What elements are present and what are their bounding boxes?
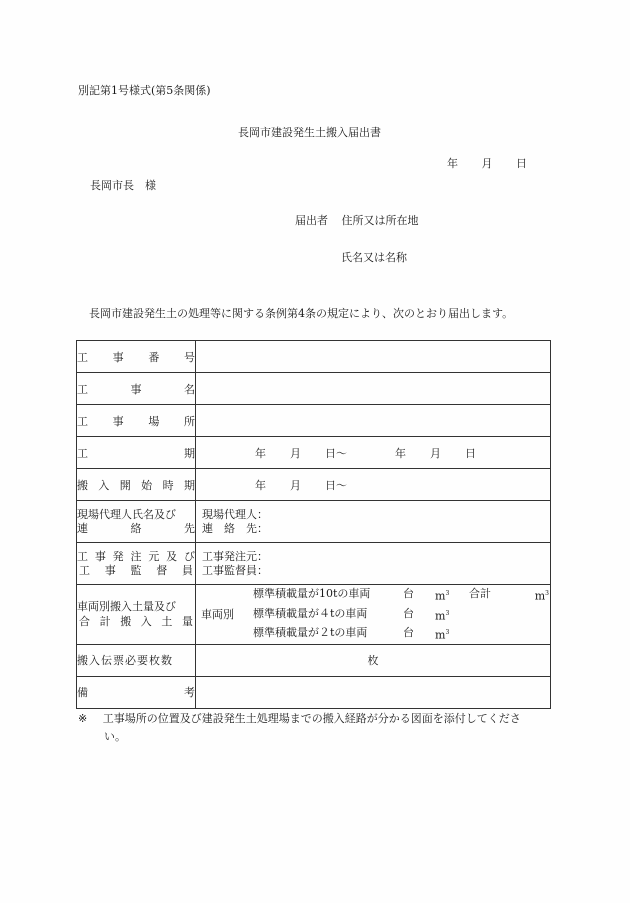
vehicle-label-line1: 車両別搬入土量及び [77,600,176,614]
applicant-line [295,212,419,228]
period-start-day: 日～ [325,446,347,460]
date-year: 年 [447,157,458,170]
label-cell [77,341,196,373]
vehicle-label-line2: 合 計 搬 入 土 量 [79,615,193,629]
date-line [447,155,527,171]
period-end-month: 月 [430,446,441,460]
input-cell-name[interactable] [196,373,551,405]
notification-table [76,340,551,709]
table-row [77,501,551,543]
agent-label-line2: 連 絡 先 [77,521,195,535]
input-cell-start[interactable] [196,469,551,501]
period-end-year: 年 [395,446,406,460]
label-cell [77,585,196,645]
total-label: 合計 [469,587,491,600]
unit-count: 台 [403,626,414,640]
applicant-label: 届出者 [295,214,328,227]
date-day: 日 [516,157,527,170]
start-fields [196,477,550,493]
period-start-year: 年 [255,446,266,460]
client-label-line1: 工 事 発 注 元 及 び [77,549,195,563]
label-cell [77,644,196,676]
table-row [77,373,551,405]
form-label: 別記第1号様式(第5条関係) [78,84,211,97]
addressee: 長岡市長 様 [90,179,156,192]
label-cell [77,469,196,501]
input-cell-site[interactable] [196,405,551,437]
vehicle-row-2t [253,624,549,644]
unit-count: 台 [403,606,414,620]
input-cell-notes[interactable] [196,676,551,708]
total-unit: $m^3$ [534,589,549,603]
period-start-month: 月 [290,446,301,460]
table-row [77,676,551,708]
input-cell-slips[interactable] [196,644,551,676]
agent-label-line1: 現場代理人氏名及び [77,507,176,521]
statement: 長岡市建設発生土の処理等に関する条例第4条の規定により、次のとおり届出します。 [89,307,514,320]
input-cell-period[interactable] [196,437,551,469]
unit-count: 台 [403,587,414,600]
label-cell [77,501,196,543]
footnote-line1: 工事場所の位置及び建設発生土処理場までの搬入経路が分かる図面を添付してくださ [102,712,521,725]
input-cell-client[interactable] [196,543,551,585]
address-label: 住所又は所在地 [341,214,419,227]
vehicle-type: 標準積載量が４tの車両 [253,606,368,620]
agent-values [196,508,550,536]
row-label: 備 考 [77,686,195,700]
start-day: 日～ [325,478,347,492]
table-row [77,644,551,676]
table-row [77,341,551,373]
vehicle-type: 標準積載量が10tの車両 [253,587,371,600]
agent-value-line1: 現場代理人： [202,507,268,521]
label-cell [77,676,196,708]
row-label: 工 事 名 [77,382,195,396]
unit-volume: $m^3$ [435,589,450,603]
row-label: 搬 入 開 始 時 期 [77,478,195,492]
period-end-day: 日 [465,446,476,460]
label-cell [77,543,196,585]
unit-volume: $m^3$ [435,609,450,623]
label-cell [77,405,196,437]
row-label: 工 事 番 号 [77,350,195,364]
row-label: 工 期 [77,446,195,460]
table-row [77,469,551,501]
vehicle-row-10t [253,585,549,605]
unit-volume: $m^3$ [435,628,450,642]
vehicle-row-4t [253,605,549,625]
footnote-line2: い。 [104,730,126,743]
footnote-mark: ※ [78,712,88,725]
vehicle-block [196,585,550,644]
document-title: 長岡市建設発生土搬入届出書 [238,126,381,139]
client-label-line2: 工 事 監 督 員 [79,563,193,577]
start-month: 月 [290,478,301,492]
table-row [77,437,551,469]
client-value-line2: 工事監督員： [202,563,268,577]
vehicle-by-label: 車両別 [201,608,234,622]
row-label: 工 事 場 所 [77,414,195,428]
vehicle-rows [253,585,549,644]
slips-label: 搬入伝票必要枚数 [77,654,173,668]
input-cell-vehicle[interactable] [196,585,551,645]
name-label: 氏名又は名称 [341,251,407,264]
table-row [77,405,551,437]
label-cell [77,437,196,469]
slips-unit: 枚 [367,654,379,668]
footnote [78,710,521,726]
agent-value-line2: 連 絡 先： [202,521,268,535]
label-cell [77,373,196,405]
start-year: 年 [255,478,266,492]
client-values [196,550,550,578]
client-value-line1: 工事発注元： [202,549,268,563]
table-row [77,543,551,585]
input-cell-number[interactable] [196,341,551,373]
vehicle-type: 標準積載量が２tの車両 [253,626,368,640]
date-month: 月 [481,157,493,170]
period-fields [196,445,550,461]
table-row [77,585,551,645]
input-cell-agent[interactable] [196,501,551,543]
